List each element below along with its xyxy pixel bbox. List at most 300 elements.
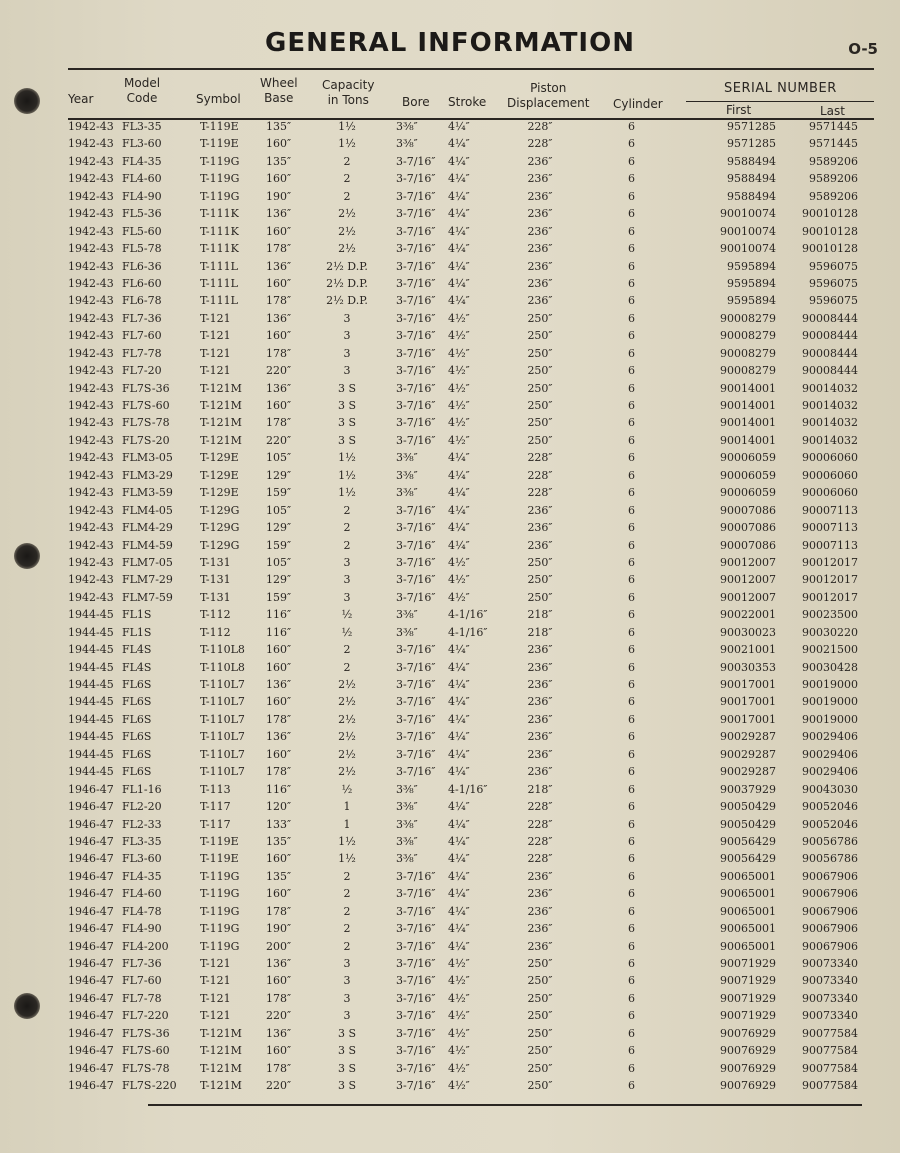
stroke-cell: 4¼″ [448,904,470,918]
table-row [0,188,900,205]
stroke-cell: 4¼″ [448,172,470,186]
model-code-cell: FL4-60 [122,887,162,901]
table-row [0,554,900,571]
piston-displacement-cell: 236″ [527,503,553,517]
wheel-base-cell: 220″ [266,1079,292,1093]
stroke-cell: 4½″ [448,311,470,325]
capacity-cell: 2 [343,538,351,552]
piston-displacement-cell: 228″ [527,852,553,866]
table-row [0,972,900,989]
symbol-cell: T-110L7 [200,712,245,726]
capacity-cell: 1½ [338,137,356,151]
wheel-base-cell: 190″ [266,189,292,203]
model-code-cell: FL6-60 [122,276,162,290]
capacity-cell: 2 [343,503,351,517]
page-number: O-5 [848,40,878,58]
piston-displacement-cell: 228″ [527,486,553,500]
wheel-base-cell: 120″ [266,800,292,814]
cylinder-cell: 6 [628,573,635,587]
table-row [0,641,900,658]
bore-cell: 3-7/16″ [396,590,436,604]
serial-first-cell: 9571285 [727,120,776,133]
model-code-cell: FL6S [122,678,152,691]
cylinder-cell: 6 [628,747,635,761]
capacity-cell: 2½ [338,224,356,238]
binder-hole [14,88,40,114]
stroke-cell: 4½″ [448,974,470,988]
serial-last-cell: 90077584 [802,1026,858,1040]
stroke-cell: 4½″ [448,433,470,447]
stroke-cell: 4¼″ [448,276,470,290]
table-row [0,1025,900,1042]
model-code-cell: FL6S [122,730,152,744]
capacity-cell: 1½ [338,451,356,465]
table-row [0,449,900,466]
stroke-cell: 4¼″ [448,120,470,133]
piston-displacement-cell: 236″ [527,538,553,552]
bore-cell: 3-7/16″ [396,573,436,587]
stroke-cell: 4¼″ [448,939,470,953]
cylinder-cell: 6 [628,416,635,430]
serial-first-cell: 90008279 [720,364,776,378]
symbol-cell: T-112 [200,625,231,639]
cylinder-cell: 6 [628,817,635,831]
bore-cell: 3-7/16″ [396,555,436,569]
capacity-cell: 2½ D.P. [326,276,368,290]
model-code-cell: FL7-36 [122,311,162,325]
table-row [0,920,900,937]
model-code-cell: FL5-78 [122,242,162,256]
cylinder-cell: 6 [628,782,635,796]
model-code-cell: FLM3-59 [122,486,173,500]
model-code-cell: FL7-78 [122,991,162,1005]
capacity-cell: 3 [343,346,351,360]
wheel-base-cell: 220″ [266,433,292,447]
serial-first-cell: 90071929 [720,1009,776,1023]
bore-cell: 3-7/16″ [396,957,436,970]
model-code-cell: FL7-20 [122,364,162,378]
cylinder-cell: 6 [628,224,635,238]
serial-last-cell: 90021500 [802,643,858,657]
serial-first-cell: 90050429 [720,800,776,814]
capacity-cell: 2 [343,521,351,535]
header-model-code: Model Code [124,76,161,105]
stroke-cell: 4¼″ [448,294,470,308]
bore-cell: 3-7/16″ [396,172,436,186]
capacity-cell: 2 [343,904,351,918]
symbol-cell: T-119G [200,939,240,953]
model-code-cell: FL7S-60 [122,399,170,412]
symbol-cell: T-110L7 [200,695,245,709]
year-cell: 1942-43 [68,486,114,500]
table-row [0,885,900,902]
year-cell: 1942-43 [68,364,114,378]
wheel-base-cell: 135″ [266,120,292,133]
piston-displacement-cell: 250″ [527,311,553,325]
stroke-cell: 4½″ [448,1026,470,1040]
model-code-cell: FL6-36 [122,259,162,273]
symbol-cell: T-121 [200,329,231,343]
year-cell: 1946-47 [68,939,114,953]
capacity-cell: 3 [343,555,351,569]
table-row [0,955,900,972]
stroke-cell: 4¼″ [448,869,470,883]
serial-first-cell: 90010074 [720,224,776,238]
capacity-cell: 2 [343,189,351,203]
piston-displacement-cell: 236″ [527,712,553,726]
stroke-cell: 4¼″ [448,817,470,831]
capacity-cell: 2½ [338,730,356,744]
cylinder-cell: 6 [628,189,635,203]
wheel-base-cell: 105″ [266,503,292,517]
symbol-cell: T-117 [200,817,231,831]
stroke-cell: 4½″ [448,399,470,412]
piston-displacement-cell: 236″ [527,224,553,238]
stroke-cell: 4¼″ [448,852,470,866]
capacity-cell: 3 S [337,416,357,430]
capacity-cell: 1 [343,800,351,814]
serial-first-cell: 90008279 [720,311,776,325]
cylinder-cell: 6 [628,625,635,639]
wheel-base-cell: 160″ [266,852,292,866]
model-code-cell: FL3-60 [122,852,162,866]
year-cell: 1942-43 [68,154,114,168]
year-cell: 1944-45 [68,660,114,674]
symbol-cell: T-110L8 [200,660,245,674]
capacity-cell: 3 [343,974,351,988]
piston-displacement-cell: 236″ [527,678,553,691]
stroke-cell: 4¼″ [448,747,470,761]
year-cell: 1946-47 [68,1009,114,1023]
bore-cell: 3⅜″ [396,137,418,151]
serial-first-cell: 90065001 [720,887,776,901]
year-cell: 1942-43 [68,276,114,290]
bore-cell: 3-7/16″ [396,259,436,273]
piston-displacement-cell: 218″ [527,625,553,639]
model-code-cell: FL7S-78 [122,416,170,430]
year-cell: 1946-47 [68,852,114,866]
model-code-cell: FL4-35 [122,869,162,883]
stroke-cell: 4¼″ [448,468,470,482]
serial-last-cell: 90073340 [802,957,858,970]
year-cell: 1946-47 [68,1079,114,1093]
symbol-cell: T-121M [200,399,242,412]
piston-displacement-cell: 236″ [527,747,553,761]
piston-displacement-cell: 236″ [527,259,553,273]
cylinder-cell: 6 [628,555,635,569]
piston-displacement-cell: 236″ [527,869,553,883]
model-code-cell: FL7S-60 [122,1044,170,1058]
serial-first-cell: 90056429 [720,834,776,848]
model-code-cell: FL4-90 [122,189,162,203]
symbol-cell: T-111K [200,207,239,221]
table-row [0,170,900,187]
year-cell: 1942-43 [68,555,114,569]
symbol-cell: T-121 [200,311,231,325]
symbol-cell: T-111L [200,259,238,273]
serial-last-cell: 90019000 [802,712,858,726]
serial-first-cell: 90007086 [720,521,776,535]
capacity-cell: 2 [343,660,351,674]
wheel-base-cell: 105″ [266,451,292,465]
year-cell: 1942-43 [68,503,114,517]
model-code-cell: FL6S [122,765,152,779]
serial-first-cell: 90014001 [720,433,776,447]
serial-last-cell: 9589206 [809,154,858,168]
stroke-cell: 4½″ [448,381,470,395]
wheel-base-cell: 160″ [266,1044,292,1058]
stroke-cell: 4-1/16″ [448,625,488,639]
symbol-cell: T-119G [200,172,240,186]
wheel-base-cell: 129″ [266,468,292,482]
spec-table-body [0,118,900,1095]
year-cell: 1942-43 [68,538,114,552]
year-cell: 1942-43 [68,311,114,325]
wheel-base-cell: 136″ [266,207,292,221]
table-row [0,362,900,379]
model-code-cell: FLM3-05 [122,451,173,465]
cylinder-cell: 6 [628,1061,635,1075]
serial-first-cell: 9595894 [727,276,776,290]
cylinder-cell: 6 [628,834,635,848]
year-cell: 1942-43 [68,137,114,151]
stroke-cell: 4¼″ [448,154,470,168]
piston-displacement-cell: 236″ [527,276,553,290]
wheel-base-cell: 178″ [266,1061,292,1075]
bore-cell: 3⅜″ [396,468,418,482]
capacity-cell: 3 S [337,433,357,447]
wheel-base-cell: 160″ [266,695,292,709]
bore-cell: 3-7/16″ [396,538,436,552]
wheel-base-cell: 160″ [266,276,292,290]
table-row [0,589,900,606]
table-row [0,414,900,431]
serial-first-cell: 90012007 [720,555,776,569]
serial-last-cell: 90007113 [802,503,858,517]
cylinder-cell: 6 [628,800,635,814]
piston-displacement-cell: 228″ [527,834,553,848]
table-row [0,746,900,763]
cylinder-cell: 6 [628,120,635,133]
piston-displacement-cell: 250″ [527,381,553,395]
stroke-cell: 4-1/16″ [448,608,488,622]
bore-cell: 3-7/16″ [396,503,436,517]
serial-first-cell: 90029287 [720,730,776,744]
bore-cell: 3⅜″ [396,451,418,465]
symbol-cell: T-121 [200,974,231,988]
symbol-cell: T-119G [200,189,240,203]
piston-displacement-cell: 250″ [527,555,553,569]
model-code-cell: FL4-90 [122,922,162,936]
symbol-cell: T-129G [200,521,240,535]
wheel-base-cell: 220″ [266,364,292,378]
stroke-cell: 4¼″ [448,538,470,552]
model-code-cell: FL7-220 [122,1009,169,1023]
serial-first-cell: 90007086 [720,503,776,517]
year-cell: 1946-47 [68,922,114,936]
year-cell: 1942-43 [68,573,114,587]
symbol-cell: T-121M [200,433,242,447]
wheel-base-cell: 200″ [266,939,292,953]
cylinder-cell: 6 [628,451,635,465]
wheel-base-cell: 116″ [266,625,292,639]
model-code-cell: FLM3-29 [122,468,173,482]
model-code-cell: FL7S-78 [122,1061,170,1075]
year-cell: 1942-43 [68,329,114,343]
bore-cell: 3-7/16″ [396,765,436,779]
symbol-cell: T-131 [200,555,231,569]
stroke-cell: 4¼″ [448,137,470,151]
cylinder-cell: 6 [628,242,635,256]
header-top-rule [68,68,874,70]
bore-cell: 3⅜″ [396,486,418,500]
serial-first-cell: 90021001 [720,643,776,657]
wheel-base-cell: 190″ [266,922,292,936]
header-capacity: Capacity in Tons [322,78,375,107]
stroke-cell: 4½″ [448,590,470,604]
capacity-cell: 2½ [338,242,356,256]
bore-cell: 3-7/16″ [396,660,436,674]
serial-last-cell: 90012017 [802,555,858,569]
wheel-base-cell: 178″ [266,294,292,308]
capacity-cell: 3 S [337,1044,357,1058]
table-row [0,519,900,536]
serial-last-cell: 90067906 [802,869,858,883]
header-year: Year [68,92,94,106]
year-cell: 1946-47 [68,887,114,901]
bore-cell: 3-7/16″ [396,643,436,657]
serial-last-cell: 90056786 [802,852,858,866]
year-cell: 1942-43 [68,172,114,186]
model-code-cell: FL4S [122,660,152,674]
serial-last-cell: 90067906 [802,887,858,901]
serial-last-cell: 90014032 [802,433,858,447]
table-row [0,240,900,257]
header-bore: Bore [402,95,430,109]
year-cell: 1942-43 [68,521,114,535]
piston-displacement-cell: 250″ [527,346,553,360]
bore-cell: 3-7/16″ [396,869,436,883]
stroke-cell: 4½″ [448,555,470,569]
symbol-cell: T-111L [200,294,238,308]
table-row [0,502,900,519]
year-cell: 1944-45 [68,747,114,761]
serial-first-cell: 90014001 [720,381,776,395]
symbol-cell: T-129E [200,468,239,482]
cylinder-cell: 6 [628,503,635,517]
wheel-base-cell: 160″ [266,747,292,761]
wheel-base-cell: 160″ [266,643,292,657]
cylinder-cell: 6 [628,695,635,709]
piston-displacement-cell: 236″ [527,643,553,657]
piston-displacement-cell: 228″ [527,120,553,133]
symbol-cell: T-121 [200,957,231,970]
model-code-cell: FL7-60 [122,329,162,343]
bore-cell: 3⅜″ [396,817,418,831]
wheel-base-cell: 220″ [266,1009,292,1023]
year-cell: 1944-45 [68,765,114,779]
bore-cell: 3⅜″ [396,800,418,814]
serial-first-cell: 90029287 [720,765,776,779]
model-code-cell: FL7-78 [122,346,162,360]
bore-cell: 3-7/16″ [396,224,436,238]
year-cell: 1944-45 [68,625,114,639]
cylinder-cell: 6 [628,869,635,883]
capacity-cell: 3 S [337,399,357,412]
serial-first-cell: 90006059 [720,486,776,500]
symbol-cell: T-119E [200,137,239,151]
capacity-cell: 3 [343,957,351,970]
table-row [0,868,900,885]
piston-displacement-cell: 236″ [527,939,553,953]
wheel-base-cell: 160″ [266,660,292,674]
serial-first-cell: 90030023 [720,625,776,639]
serial-first-cell: 90076929 [720,1044,776,1058]
bore-cell: 3-7/16″ [396,922,436,936]
table-row [0,816,900,833]
year-cell: 1944-45 [68,608,114,622]
cylinder-cell: 6 [628,608,635,622]
stroke-cell: 4¼″ [448,765,470,779]
cylinder-cell: 6 [628,765,635,779]
piston-displacement-cell: 250″ [527,1079,553,1093]
wheel-base-cell: 116″ [266,608,292,622]
model-code-cell: FL7S-20 [122,433,170,447]
serial-last-cell: 90067906 [802,904,858,918]
model-code-cell: FL6S [122,712,152,726]
piston-displacement-cell: 236″ [527,294,553,308]
cylinder-cell: 6 [628,433,635,447]
wheel-base-cell: 116″ [266,782,292,796]
piston-displacement-cell: 228″ [527,800,553,814]
table-row [0,693,900,710]
wheel-base-cell: 135″ [266,154,292,168]
bore-cell: 3-7/16″ [396,399,436,412]
wheel-base-cell: 178″ [266,416,292,430]
footer-rule [148,1104,862,1106]
wheel-base-cell: 159″ [266,590,292,604]
serial-first-cell: 90056429 [720,852,776,866]
stroke-cell: 4¼″ [448,834,470,848]
capacity-cell: 3 [343,991,351,1005]
symbol-cell: T-121 [200,364,231,378]
serial-first-cell: 90065001 [720,869,776,883]
year-cell: 1946-47 [68,800,114,814]
serial-last-cell: 90006060 [802,468,858,482]
serial-last-cell: 90052046 [802,817,858,831]
capacity-cell: 2½ [338,678,356,691]
serial-last-cell: 90010128 [802,224,858,238]
bore-cell: 3-7/16″ [396,346,436,360]
capacity-cell: 1½ [338,468,356,482]
stroke-cell: 4¼″ [448,660,470,674]
bore-cell: 3-7/16″ [396,712,436,726]
wheel-base-cell: 136″ [266,1026,292,1040]
year-cell: 1942-43 [68,590,114,604]
year-cell: 1946-47 [68,782,114,796]
bore-cell: 3-7/16″ [396,747,436,761]
serial-first-cell: 90010074 [720,242,776,256]
symbol-cell: T-110L7 [200,730,245,744]
wheel-base-cell: 160″ [266,974,292,988]
serial-first-cell: 90017001 [720,712,776,726]
cylinder-cell: 6 [628,1079,635,1093]
model-code-cell: FLM7-05 [122,555,173,569]
symbol-cell: T-129G [200,503,240,517]
symbol-cell: T-119E [200,852,239,866]
wheel-base-cell: 178″ [266,242,292,256]
bore-cell: 3-7/16″ [396,364,436,378]
